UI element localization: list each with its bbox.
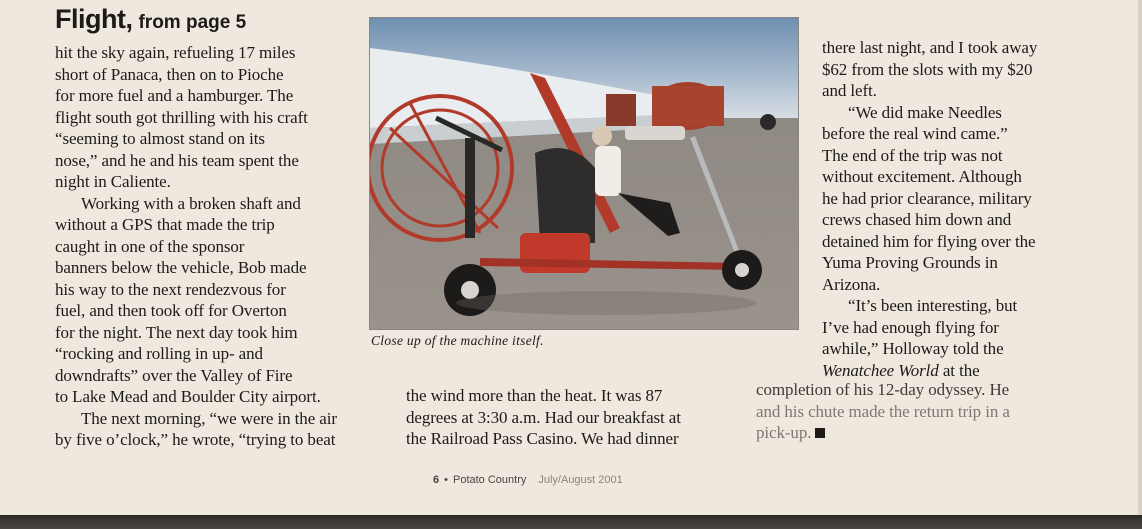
page-edge: [1138, 0, 1142, 515]
article-column-2: [406, 385, 736, 450]
text-line: downdrafts” over the Valley of Fire: [55, 365, 293, 385]
text-line-content: at the: [942, 360, 980, 380]
text-line: fuel, and then took off for Overton: [55, 301, 287, 320]
headline-title: Flight,: [55, 4, 133, 34]
photo-caption: Close up of the machine itself.: [371, 333, 544, 348]
article-column-1: [55, 42, 385, 451]
text-line: awhile,” Holloway told the: [822, 339, 1004, 358]
text-line: and his chute made the return trip in a: [756, 401, 1010, 421]
text-line: nose,” and he and his team spent the: [55, 150, 299, 170]
text-line: Yuma Proving Grounds in: [822, 253, 998, 272]
text-line: to Lake Mead and Boulder City airport.: [55, 387, 321, 406]
text-line-content: pick-up.: [756, 423, 812, 442]
text-line: [822, 360, 1132, 382]
text-line: [756, 422, 1096, 444]
text-line: completion of his 12-day odyssey. He: [756, 380, 1010, 399]
text-line: banners below the vehicle, Bob made: [55, 258, 307, 277]
text-line: for more fuel and a hamburger. The: [55, 86, 294, 105]
text-line: hit the sky again, refueling 17 miles: [55, 43, 296, 62]
page-number: 6: [433, 474, 440, 486]
scan-bottom-border: [0, 515, 1142, 529]
text-line: I’ve had enough flying for: [822, 317, 999, 337]
headline-jump-line: from page 5: [138, 12, 247, 33]
text-line: without excitement. Although: [822, 167, 1022, 186]
text-line: the wind more than the heat. It was 87: [406, 386, 663, 405]
text-line-indented: [822, 295, 1132, 317]
text-line: degrees at 3:30 a.m. Had our breakfast at: [406, 407, 681, 427]
text-line: crews chased him down and: [822, 210, 1012, 229]
text-line: caught in one of the sponsor: [55, 236, 245, 256]
text-line: Arizona.: [822, 274, 881, 294]
text-line: without a GPS that made the trip: [55, 215, 275, 234]
text-line: detained him for flying over the: [822, 231, 1036, 251]
text-line: his way to the next rendezvous for: [55, 279, 286, 299]
text-line-content: “We did make Needles: [848, 102, 1002, 122]
text-line: The end of the trip was not: [822, 145, 1003, 165]
text-line: flight south got thrilling with his craft: [55, 107, 308, 127]
issue-date: July/August 2001: [538, 474, 623, 486]
end-of-story-mark: [815, 428, 825, 438]
newspaper-name: Wenatchee World: [822, 360, 939, 380]
text-line: he had prior clearance, military: [822, 188, 1032, 208]
text-line-indented: [55, 408, 385, 430]
publication-name: Potato Country: [452, 474, 527, 486]
text-line: there last night, and I took away: [822, 38, 1038, 57]
continued-headline: [55, 4, 246, 35]
page-footer: [433, 474, 623, 486]
text-line-content: The next morning, “we were in the air: [81, 408, 337, 428]
text-line: short of Panaca, then on to Pioche: [55, 64, 284, 84]
text-line: for the night. The next day took him: [55, 322, 298, 342]
text-line: “seeming to almost stand on its: [55, 129, 265, 148]
text-line: and left.: [822, 81, 877, 100]
text-line-indented: [822, 102, 1132, 124]
text-line: night in Caliente.: [55, 172, 171, 191]
text-line: $62 from the slots with my $20: [822, 59, 1033, 79]
text-line: before the real wind came.”: [822, 124, 1008, 143]
text-line: by five o’clock,” he wrote, “trying to beat: [55, 430, 336, 449]
text-line-content: Working with a broken shaft and: [81, 193, 301, 213]
photo-powered-parachute: [370, 18, 798, 329]
footer-separator: •: [444, 474, 448, 486]
article-photo: [369, 17, 799, 330]
article-column-3: [822, 37, 1132, 381]
text-line-content: “It’s been interesting, but: [848, 296, 1018, 315]
article-column-4: [756, 379, 1096, 444]
text-line: the Railroad Pass Casino. We had dinner: [406, 429, 679, 448]
text-line-indented: [55, 193, 385, 215]
text-line: “rocking and rolling in up- and: [55, 344, 263, 363]
